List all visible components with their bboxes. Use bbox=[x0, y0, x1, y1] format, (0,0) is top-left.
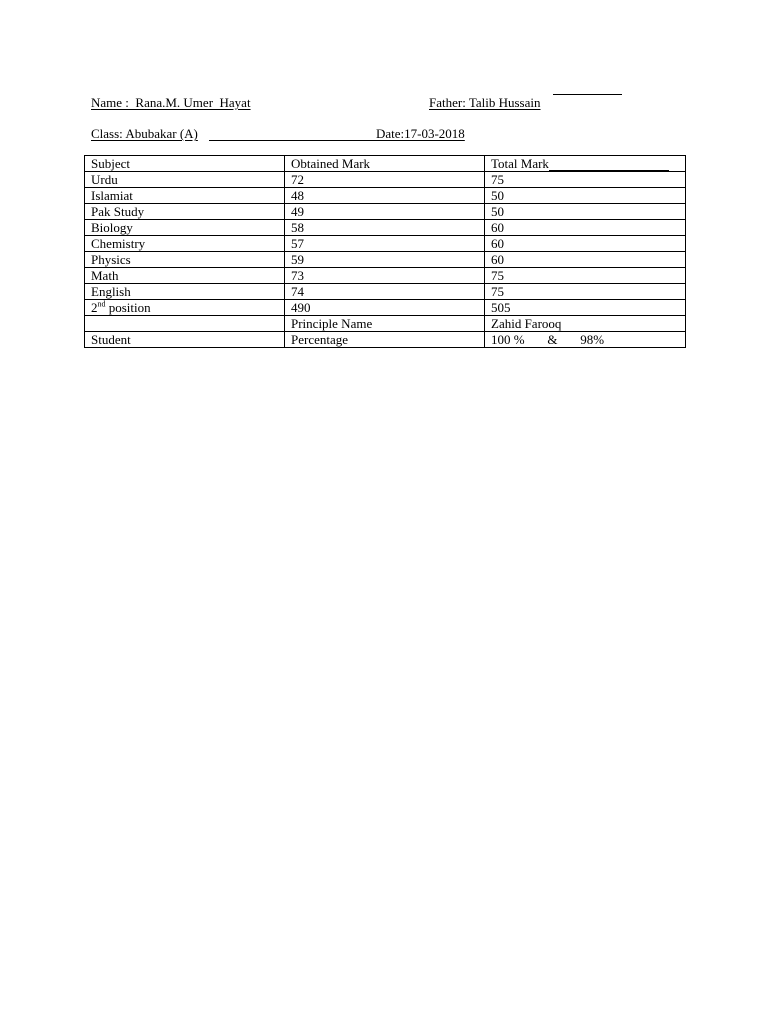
total-header-underline bbox=[549, 158, 669, 171]
column-header-total-label: Total Mark bbox=[491, 156, 549, 171]
subject-cell: Physics bbox=[85, 252, 285, 268]
student-row bbox=[85, 332, 686, 348]
table-header-row bbox=[85, 156, 686, 172]
class-label: Class: Abubakar (A) bbox=[91, 126, 198, 141]
obtained-cell: 73 bbox=[285, 268, 485, 284]
position-ordinal-suffix: nd bbox=[97, 299, 106, 309]
total-cell: 75 bbox=[485, 284, 686, 300]
table-row bbox=[85, 236, 686, 252]
table-row bbox=[85, 220, 686, 236]
position-label: position bbox=[105, 300, 151, 315]
total-cell: 50 bbox=[485, 188, 686, 204]
subject-cell: Pak Study bbox=[85, 204, 285, 220]
table-row bbox=[85, 188, 686, 204]
subject-cell: Chemistry bbox=[85, 236, 285, 252]
obtained-cell: 72 bbox=[285, 172, 485, 188]
subject-cell: English bbox=[85, 284, 285, 300]
total-cell: 75 bbox=[485, 172, 686, 188]
principal-name-cell: Zahid Farooq bbox=[485, 316, 686, 332]
father-name: Father: Talib Hussain bbox=[429, 95, 541, 110]
student-name: Name : Rana.M. Umer Hayat bbox=[91, 95, 251, 110]
subject-cell: Islamiat bbox=[85, 188, 285, 204]
total-cell: 50 bbox=[485, 204, 686, 220]
percentage-value-cell: 100 % & 98% bbox=[485, 332, 686, 348]
total-cell: 60 bbox=[485, 252, 686, 268]
table-row bbox=[85, 268, 686, 284]
principal-empty-cell bbox=[85, 316, 285, 332]
column-header-total bbox=[485, 156, 686, 172]
table-row bbox=[85, 284, 686, 300]
student-label-cell: Student bbox=[85, 332, 285, 348]
principal-label-cell: Principle Name bbox=[285, 316, 485, 332]
position-cell bbox=[85, 300, 285, 316]
marks-table bbox=[84, 155, 686, 348]
column-header-obtained: Obtained Mark bbox=[285, 156, 485, 172]
total-cell: 60 bbox=[485, 220, 686, 236]
subject-cell: Math bbox=[85, 268, 285, 284]
obtained-cell: 59 bbox=[285, 252, 485, 268]
top-signature-rule bbox=[553, 94, 622, 95]
percentage-label-cell: Percentage bbox=[285, 332, 485, 348]
obtained-cell: 58 bbox=[285, 220, 485, 236]
class-date-rule bbox=[209, 140, 376, 141]
obtained-cell: 48 bbox=[285, 188, 485, 204]
obtained-cell: 49 bbox=[285, 204, 485, 220]
date-label: Date:17-03-2018 bbox=[376, 126, 465, 141]
subject-cell: Urdu bbox=[85, 172, 285, 188]
table-row bbox=[85, 204, 686, 220]
obtained-cell: 74 bbox=[285, 284, 485, 300]
grand-total-cell: 505 bbox=[485, 300, 686, 316]
position-ordinal: 2 bbox=[91, 300, 98, 315]
subject-cell: Biology bbox=[85, 220, 285, 236]
table-row bbox=[85, 172, 686, 188]
table-row bbox=[85, 252, 686, 268]
total-cell: 75 bbox=[485, 268, 686, 284]
total-cell: 60 bbox=[485, 236, 686, 252]
position-row bbox=[85, 300, 686, 316]
principal-row bbox=[85, 316, 686, 332]
column-header-subject: Subject bbox=[85, 156, 285, 172]
obtained-cell: 57 bbox=[285, 236, 485, 252]
obtained-total-cell: 490 bbox=[285, 300, 485, 316]
